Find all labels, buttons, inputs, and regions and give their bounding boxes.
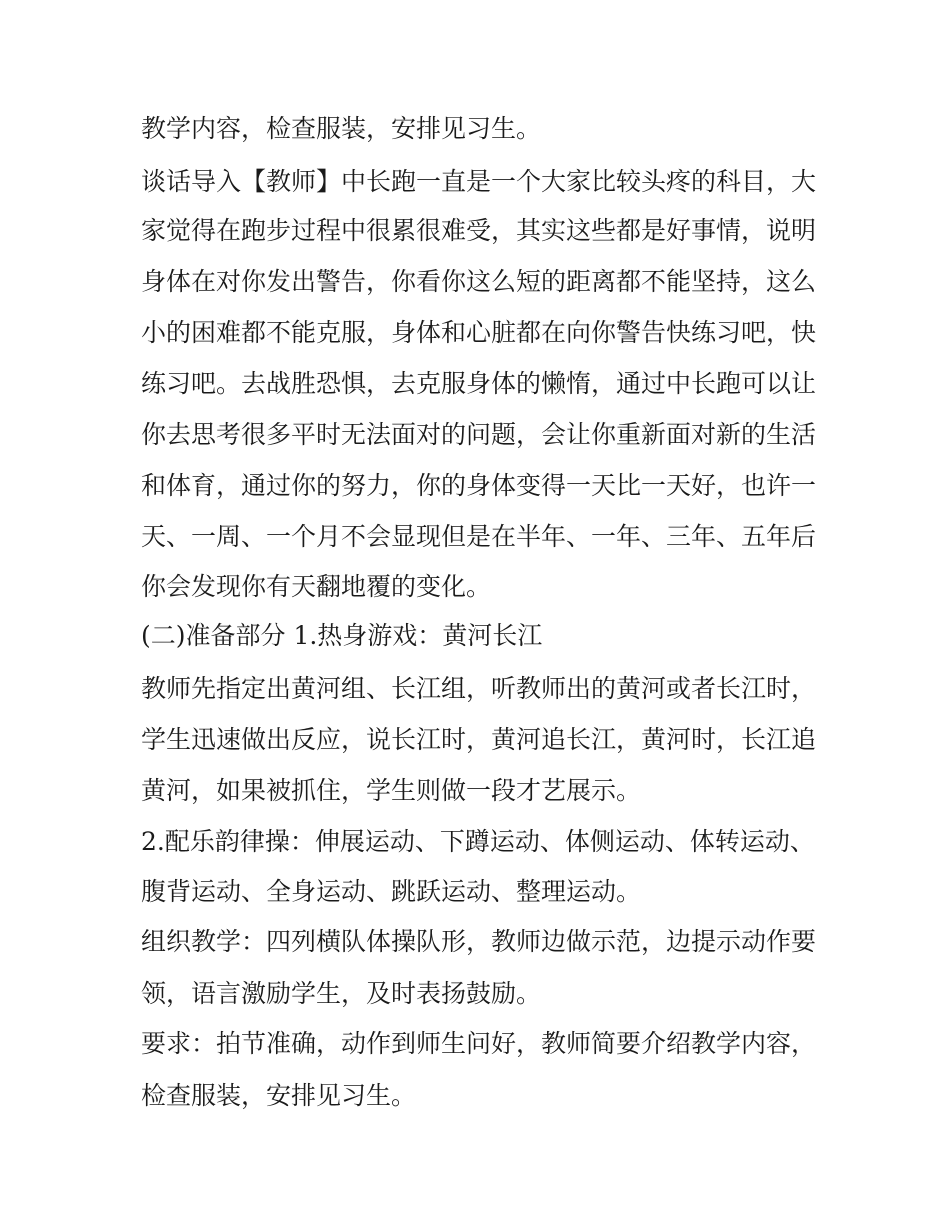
text-line: 天、一周、一个月不会显现但是在半年、一年、三年、五年后 xyxy=(141,522,817,551)
text-line: 腹背运动、全身运动、跳跃运动、整理运动。 xyxy=(141,877,642,906)
text-line: 学生迅速做出反应，说长江时，黄河追长江，黄河时，长江追 xyxy=(141,725,817,754)
text-line: 你去思考很多平时无法面对的问题，会让你重新面对新的生活 xyxy=(141,420,817,449)
section-heading: (二)准备部分 1.热身游戏：黄河长江 xyxy=(141,621,543,650)
text-line: 检查服装，安排见习生。 xyxy=(141,1081,417,1110)
text-line: 2.配乐韵律操：伸展运动、下蹲运动、体侧运动、体转运动、 xyxy=(141,827,815,856)
text-line: 教学内容，检查服装，安排见习生。 xyxy=(141,114,542,143)
text-line: 练习吧。去战胜恐惧，去克服身体的懒惰，通过中长跑可以让 xyxy=(141,369,817,398)
text-line: 领，语言激励学生，及时表扬鼓励。 xyxy=(141,979,542,1008)
text-line: 黄河，如果被抓住，学生则做一段才艺展示。 xyxy=(141,776,642,805)
text-line: 小的困难都不能克服，身体和心脏都在向你警告快练习吧，快 xyxy=(141,318,817,347)
text-line: 家觉得在跑步过程中很累很难受，其实这些都是好事情，说明 xyxy=(141,216,817,245)
text-line: 谈话导入【教师】中长跑一直是一个大家比较头疼的科目，大 xyxy=(141,167,817,196)
text-line: 你会发现你有天翻地覆的变化。 xyxy=(141,572,492,601)
text-line: 身体在对你发出警告，你看你这么短的距离都不能坚持，这么 xyxy=(141,267,817,296)
text-line: 教师先指定出黄河组、长江组，听教师出的黄河或者长江时， xyxy=(141,674,817,703)
text-line: 要求：拍节准确，动作到师生问好，教师简要介绍教学内容， xyxy=(141,1029,817,1058)
text-line: 和体育，通过你的努力，你的身体变得一天比一天好，也许一 xyxy=(141,471,817,500)
text-line: 组织教学：四列横队体操队形，教师边做示范，边提示动作要 xyxy=(141,927,817,956)
